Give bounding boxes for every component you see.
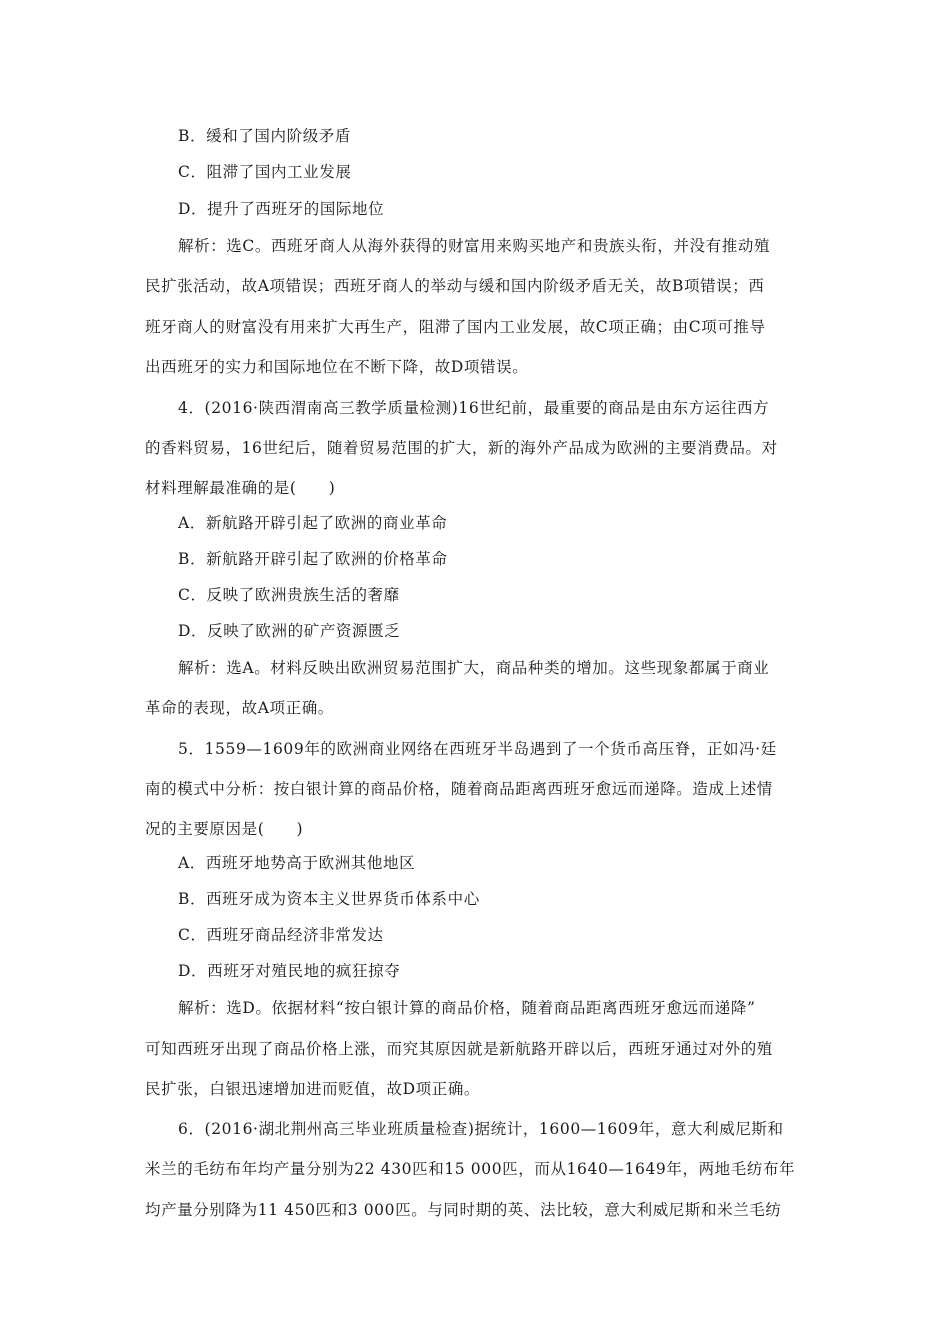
- q5-analysis-line: 民扩张，白银迅速增加进而贬值，故D项正确。: [145, 1080, 481, 1098]
- q5-option-c: C．西班牙商品经济非常发达: [178, 926, 384, 944]
- q5-stem-line: 况的主要原因是( ): [145, 820, 304, 838]
- q5-option-a: A．西班牙地势高于欧洲其他地区: [178, 854, 416, 872]
- q5-stem-line: 南的模式中分析：按白银计算的商品价格，随着商品距离西班牙愈远而递降。造成上述情: [145, 780, 773, 798]
- q6-stem-line: 米兰的毛纺布年均产量分别为22 430匹和15 000匹，而从1640—1649年，两地毛纺布年: [145, 1160, 796, 1178]
- q4-option-d: D．反映了欧洲的矿产资源匮乏: [178, 622, 401, 640]
- q3-option-d: D．提升了西班牙的国际地位: [178, 200, 385, 218]
- q5-option-d: D．西班牙对殖民地的疯狂掠夺: [178, 962, 401, 980]
- q3-analysis-line: 解析：选C。西班牙商人从海外获得的财富用来购买地产和贵族头衔，并没有推动殖: [178, 237, 771, 255]
- q4-stem-line: 材料理解最准确的是( ): [145, 479, 336, 497]
- q5-option-b: B．西班牙成为资本主义世界货币体系中心: [178, 890, 480, 908]
- q6-stem-line: 均产量分别降为11 450匹和3 000匹。与同时期的英、法比较，意大利威尼斯和米兰毛纺: [145, 1201, 782, 1219]
- q3-analysis-line: 民扩张活动，故A项错误；西班牙商人的举动与缓和国内阶级矛盾无关，故B项错误；西: [145, 277, 765, 295]
- q4-stem-line: 4．(2016·陕西渭南高三教学质量检测)16世纪前，最重要的商品是由东方运往西方: [178, 399, 770, 417]
- q4-analysis-line: 解析：选A。材料反映出欧洲贸易范围扩大，商品种类的增加。这些现象都属于商业: [178, 659, 770, 677]
- q4-option-a: A．新航路开辟引起了欧洲的商业革命: [178, 514, 448, 532]
- q4-analysis-line: 革命的表现，故A项正确。: [145, 699, 334, 717]
- q3-option-b: B．缓和了国内阶级矛盾: [178, 127, 351, 145]
- q4-option-c: C．反映了欧洲贵族生活的奢靡: [178, 586, 400, 604]
- q5-analysis-line: 解析：选D。依据材料“按白银计算的商品价格，随着商品距离西班牙愈远而递降”: [178, 999, 756, 1017]
- q4-option-b: B．新航路开辟引起了欧洲的价格革命: [178, 550, 448, 568]
- q5-analysis-line: 可知西班牙出现了商品价格上涨，而究其原因就是新航路开辟以后，西班牙通过对外的殖: [145, 1040, 773, 1058]
- q5-stem-line: 5．1559—1609年的欧洲商业网络在西班牙半岛遇到了一个货币高压脊，正如冯·廷: [178, 740, 777, 758]
- q4-stem-line: 的香料贸易，16世纪后，随着贸易范围的扩大，新的海外产品成为欧洲的主要消费品。对: [145, 439, 778, 457]
- q3-option-c: C．阻滞了国内工业发展: [178, 163, 352, 181]
- q3-analysis-line: 出西班牙的实力和国际地位在不断下降，故D项错误。: [145, 358, 529, 376]
- q3-analysis-line: 班牙商人的财富没有用来扩大再生产，阻滞了国内工业发展，故C项正确；由C项可推导: [145, 318, 766, 336]
- q6-stem-line: 6．(2016·湖北荆州高三毕业班质量检查)据统计，1600—1609年，意大利威尼斯和: [178, 1120, 784, 1138]
